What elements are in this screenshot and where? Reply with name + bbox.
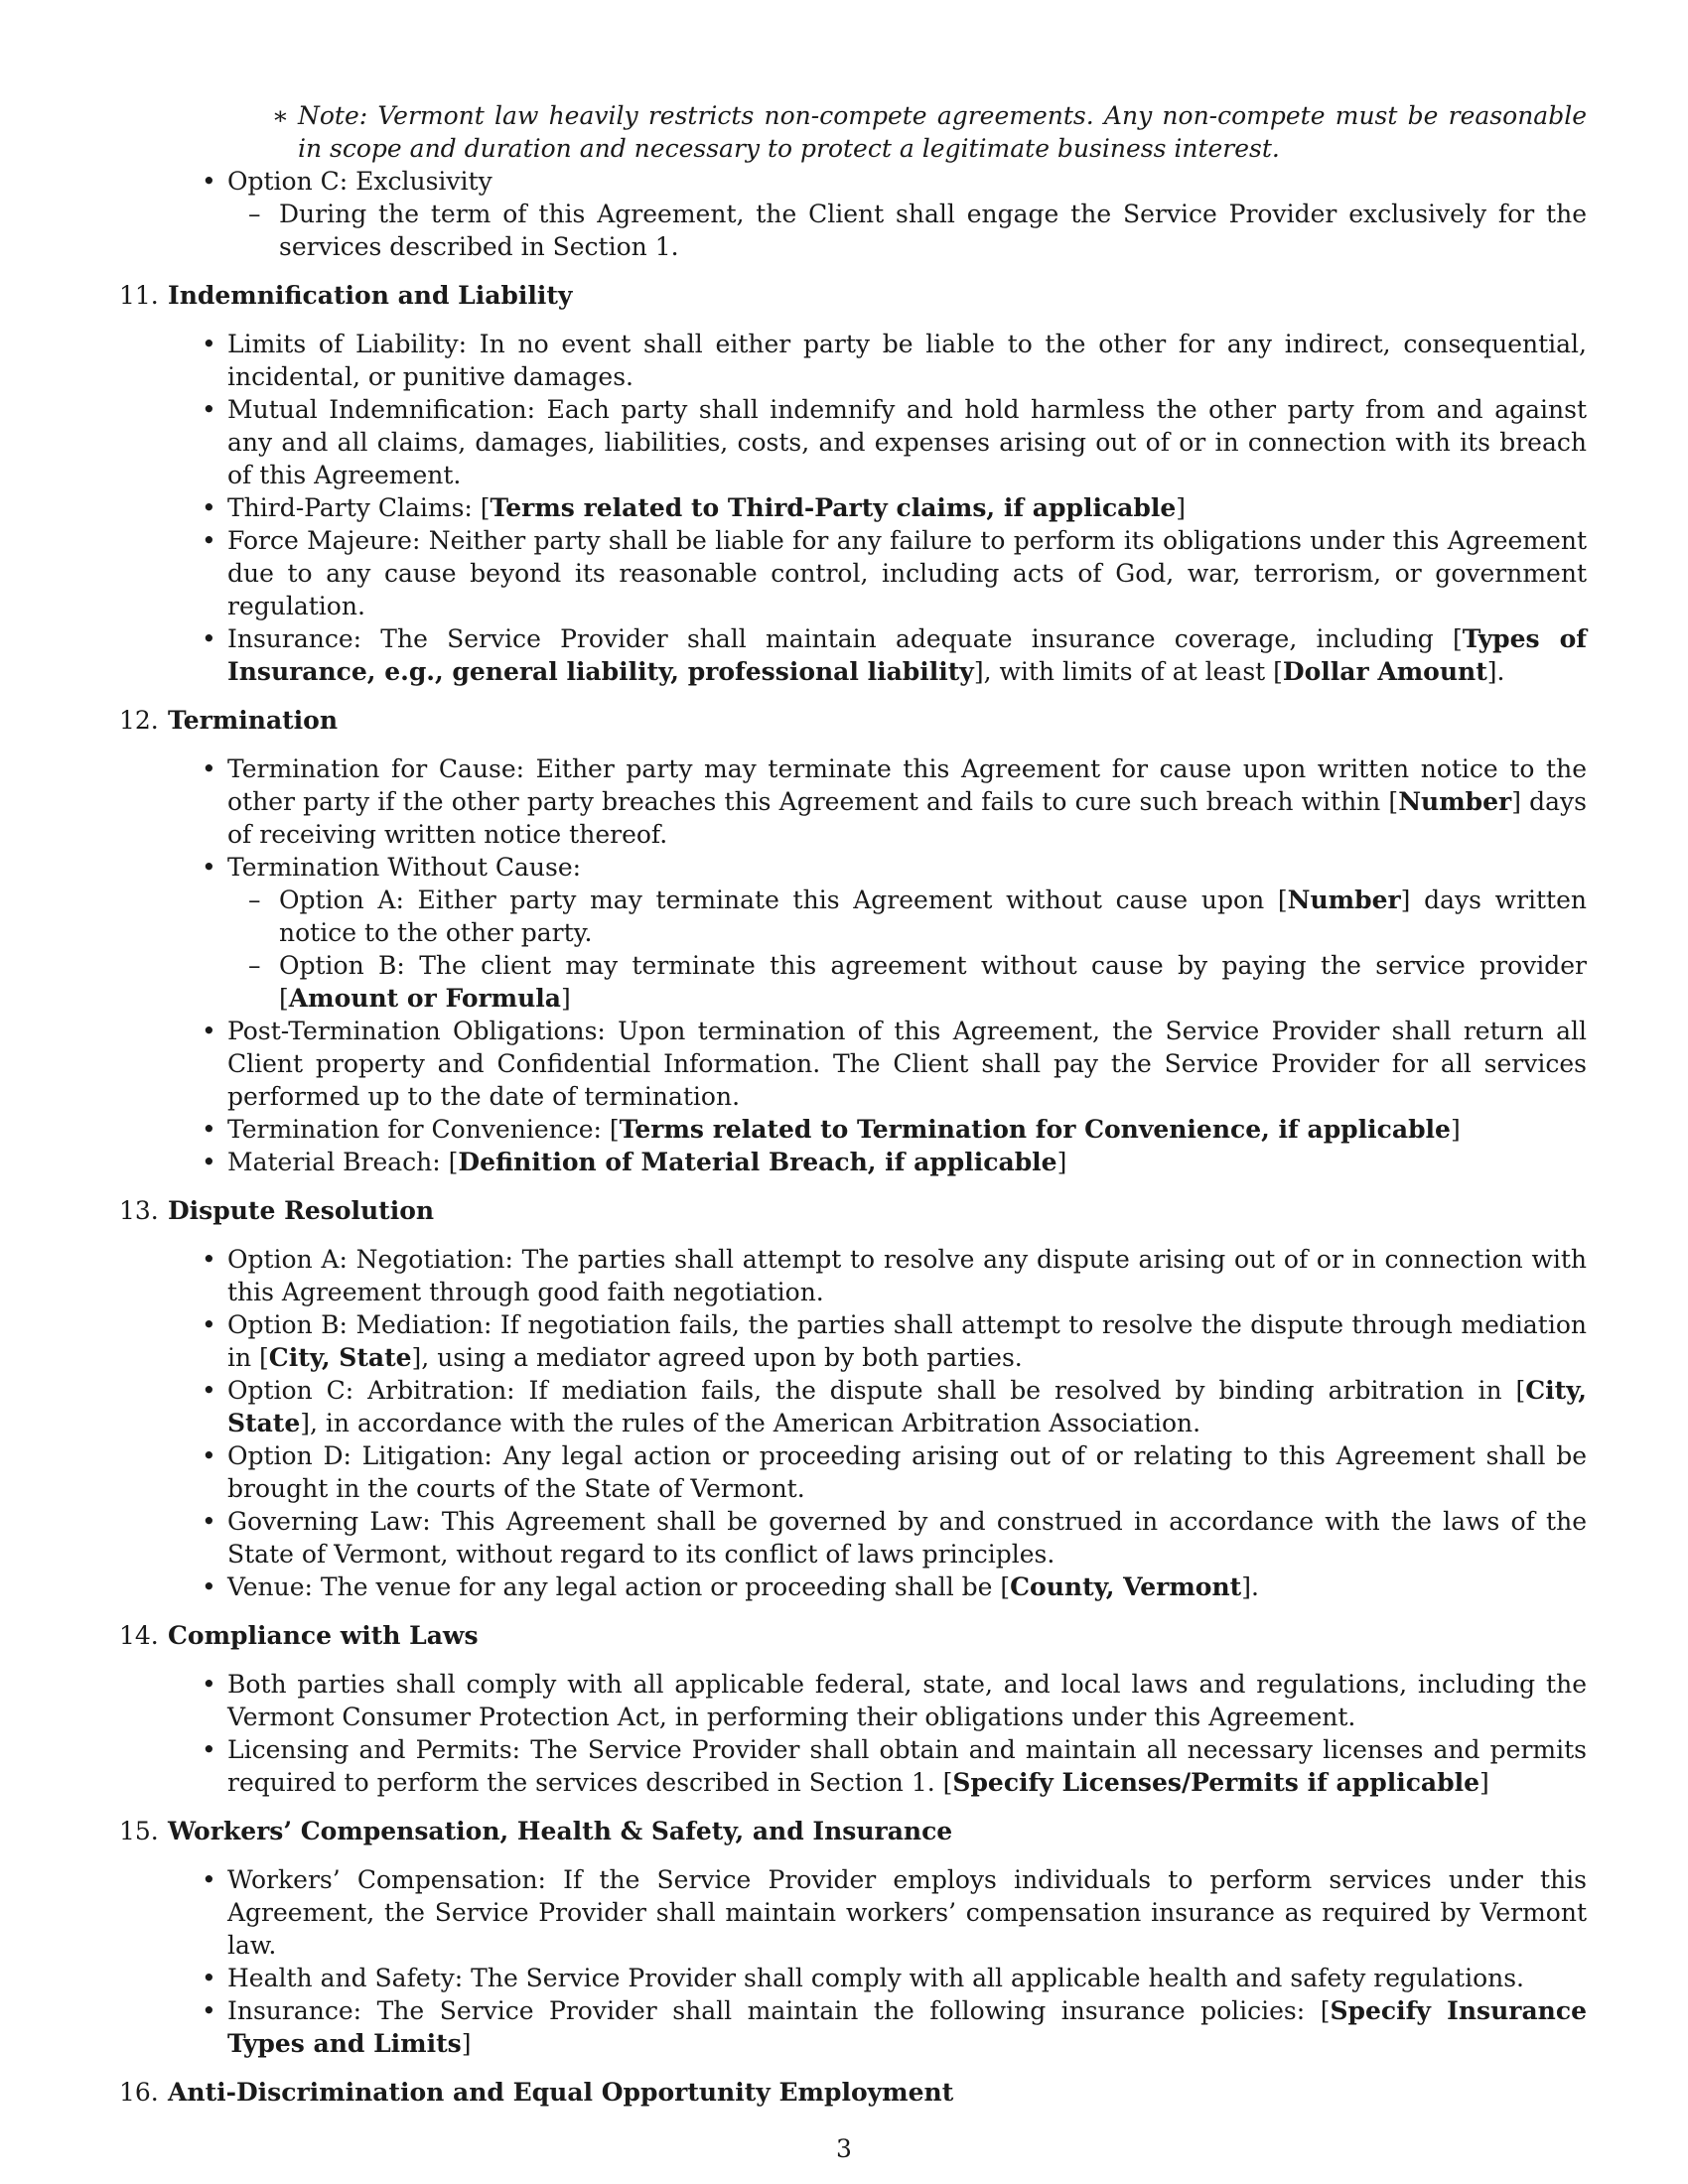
section-number: 13. — [119, 1196, 159, 1225]
bullet-icon: • — [202, 1115, 216, 1144]
section-title: Workers’ Compensation, Health & Safety, and Insurance — [168, 1817, 953, 1845]
text: Both parties shall comply with all applicable federal, state, and local laws and regulations, including the Vermont Consumer Protection Act, in performing their obligations under this Agreement. — [227, 1670, 1587, 1731]
bullet-icon: • — [202, 1670, 216, 1699]
text: ] — [1450, 1115, 1461, 1144]
placeholder-field: Types of Insurance, e.g., general liability, professional liability — [227, 624, 1588, 686]
section-title: Dispute Resolution — [168, 1196, 435, 1225]
note-text: Note: Vermont law heavily restricts non-compete agreements. Any non-compete must be reasonable in scope and duration and necessary to protect a legitimate business interest. — [298, 101, 1587, 163]
bullet-icon: • — [202, 1017, 216, 1045]
bullet-icon: • — [202, 1507, 216, 1536]
list-item — [202, 1243, 1587, 1308]
post-termination: Post-Termination Obligations: Upon termination of this Agreement, the Service Provider shall return all Client property and Confidential Information. The Client shall pay the Service Provider for all services performed up to the date of termination. — [227, 1017, 1587, 1111]
bullet-icon: • — [202, 167, 216, 196]
section-title: Termination — [168, 706, 339, 735]
bullet-icon: • — [202, 853, 216, 882]
list-item — [202, 622, 1588, 688]
asterisk-bullet-icon: ∗ — [272, 101, 289, 130]
section-heading-14 — [0, 1619, 1688, 1652]
bullet-icon: • — [202, 1441, 216, 1470]
placeholder-field: Terms related to Third-Party claims, if applicable — [490, 493, 1177, 522]
list-item — [202, 1570, 1587, 1603]
section-title: Anti-Discrimination and Equal Opportunity Employment — [168, 2078, 954, 2107]
text: Option B: The client may terminate this agreement without cause by paying the service provider [ — [279, 951, 1587, 1013]
bullet-icon: • — [202, 1148, 216, 1176]
limits-of-liability: Limits of Liability: In no event shall either party be liable to the other for any indirect, consequential, incidental, or punitive damages. — [227, 330, 1587, 391]
section-heading-16 — [0, 2076, 1688, 2109]
placeholder-field: Number — [1287, 886, 1401, 914]
text: Material Breach: [ — [227, 1148, 459, 1176]
list-item — [202, 1962, 1587, 1994]
bullet-icon: • — [202, 493, 216, 522]
text: Option B: Mediation: If negotiation fails, the parties shall attempt to resolve the dispute through mediation in [ — [227, 1310, 1587, 1372]
text: Option D: Litigation: Any legal action or proceeding arising out of or relating to this Agreement shall be brought in the courts of the State of Vermont. — [227, 1441, 1587, 1503]
text: Option A: Either party may terminate this Agreement without cause upon [ — [279, 886, 1288, 914]
placeholder-field: Definition of Material Breach, if applicable — [458, 1148, 1057, 1176]
list-item — [202, 1113, 1587, 1146]
bullet-icon: • — [202, 1735, 216, 1764]
text: ]. — [1241, 1572, 1259, 1601]
list-item — [202, 1439, 1587, 1505]
placeholder-field: Amount or Formula — [288, 984, 561, 1013]
option-c-list — [0, 165, 1688, 263]
section-number: 14. — [119, 1621, 159, 1650]
text: Option A: Negotiation: The parties shall attempt to resolve any dispute arising out of or in connection with this Agreement through good faith negotiation. — [227, 1245, 1587, 1306]
list-item — [202, 1015, 1587, 1113]
list-item — [202, 1733, 1587, 1799]
text: Option C: Arbitration: If mediation fails, the dispute shall be resolved by binding arbitration in [ — [227, 1376, 1526, 1405]
bullet-icon: • — [202, 1865, 216, 1894]
list-item — [202, 1668, 1587, 1733]
text: Workers’ Compensation: If the Service Provider employs individuals to perform services under this Agreement, the Service Provider shall maintain workers’ compensation insurance as required by Vermont law. — [227, 1865, 1587, 1960]
text: Insurance: The Service Provider shall maintain the following insurance policies: [ — [227, 1996, 1331, 2025]
bullet-icon: • — [202, 395, 216, 424]
section-number: 11. — [119, 281, 159, 310]
section-heading-11 — [0, 279, 1688, 312]
list-item — [248, 949, 1587, 1015]
text: Venue: The venue for any legal action or proceeding shall be [ — [227, 1572, 1011, 1601]
placeholder-field: City, State — [227, 1376, 1587, 1437]
bullet-icon: • — [202, 1245, 216, 1274]
text: Licensing and Permits: The Service Provider shall obtain and maintain all necessary licenses and permits required to perform the services described in Section 1. [ — [227, 1735, 1587, 1797]
dash-icon: – — [248, 200, 261, 228]
section-heading-12 — [0, 704, 1688, 737]
section-title: Indemnification and Liability — [168, 281, 573, 310]
list-item — [202, 1994, 1587, 2060]
list-item — [202, 1308, 1587, 1374]
text: ] — [1056, 1148, 1067, 1176]
bullet-icon: • — [202, 754, 216, 783]
force-majeure: Force Majeure: Neither party shall be liable for any failure to perform its obligations under this Agreement due to any cause beyond its reasonable control, including acts of God, war, terrorism, or government regulation. — [227, 526, 1587, 620]
list-item — [202, 1146, 1587, 1178]
bullet-icon: • — [202, 526, 216, 555]
text: Governing Law: This Agreement shall be governed by and construed in accordance with the laws of the State of Vermont, without regard to its conflict of laws principles. — [227, 1507, 1587, 1569]
section-heading-13 — [0, 1194, 1688, 1227]
text: ] — [461, 2029, 472, 2058]
option-c-label: Option C: Exclusivity — [227, 167, 492, 196]
text: Third-Party Claims: [ — [227, 493, 491, 522]
placeholder-field: City, State — [268, 1343, 412, 1372]
section-title: Compliance with Laws — [168, 1621, 479, 1650]
section-heading-15 — [0, 1815, 1688, 1847]
text: Termination for Convenience: [ — [227, 1115, 620, 1144]
list-item — [202, 752, 1587, 851]
bullet-icon: • — [202, 1310, 216, 1339]
list-item — [202, 1505, 1587, 1570]
section-15-list — [0, 1863, 1688, 2060]
list-item — [202, 165, 1587, 263]
section-12-list — [0, 752, 1688, 1178]
text: ] — [561, 984, 571, 1013]
list-item — [248, 198, 1587, 263]
text: ], in accordance with the rules of the American Arbitration Association. — [300, 1409, 1201, 1437]
text: ], with limits of at least [ — [973, 657, 1283, 686]
bullet-icon: • — [202, 1964, 216, 1992]
bullet-icon: • — [202, 1996, 216, 2025]
bullet-icon: • — [202, 1376, 216, 1405]
bullet-icon: • — [202, 1572, 216, 1601]
text: Health and Safety: The Service Provider shall comply with all applicable health and safety regulations. — [227, 1964, 1525, 1992]
list-item — [202, 1863, 1587, 1962]
non-compete-note — [272, 99, 1587, 165]
text: ] — [1479, 1768, 1489, 1797]
text: ]. — [1486, 657, 1505, 686]
text: ], using a mediator agreed upon by both parties. — [411, 1343, 1023, 1372]
page-content — [0, 99, 1688, 2124]
section-14-list — [0, 1668, 1688, 1799]
placeholder-field: Specify Licenses/Permits if applicable — [952, 1768, 1479, 1797]
placeholder-field: Terms related to Termination for Convenience, if applicable — [619, 1115, 1451, 1144]
list-item — [248, 884, 1588, 949]
bullet-icon: • — [202, 330, 216, 358]
list-item — [202, 1374, 1587, 1439]
text: ] — [1176, 493, 1187, 522]
list-item — [202, 491, 1587, 524]
dash-icon: – — [248, 951, 261, 980]
placeholder-field: Dollar Amount — [1282, 657, 1487, 686]
placeholder-field: Specify Insurance Types and Limits — [227, 1996, 1587, 2058]
bullet-icon: • — [202, 624, 216, 653]
list-item — [202, 393, 1587, 491]
list-item — [202, 524, 1587, 622]
text: Termination for Cause: Either party may terminate this Agreement for cause upon written notice to the other party if the other party breaches this Agreement and fails to cure such breach within [ — [227, 754, 1587, 816]
text: ] days written notice to the other party. — [279, 886, 1588, 947]
section-number: 16. — [119, 2078, 159, 2107]
text: Termination Without Cause: — [227, 853, 582, 882]
placeholder-field: County, Vermont — [1010, 1572, 1242, 1601]
list-item — [202, 328, 1587, 393]
text: Insurance: The Service Provider shall maintain adequate insurance coverage, including [ — [227, 624, 1463, 653]
list-item — [202, 851, 1588, 1015]
placeholder-field: Number — [1398, 787, 1512, 816]
mutual-indemnification: Mutual Indemnification: Each party shall indemnify and hold harmless the other party from and against any and all claims, damages, liabilities, costs, and expenses arising out of or in connection with its breach of this Agreement. — [227, 395, 1587, 489]
section-13-list — [0, 1243, 1688, 1603]
page-number: 3 — [836, 2134, 852, 2163]
section-number: 15. — [119, 1817, 159, 1845]
section-11-list — [0, 328, 1688, 688]
dash-icon: – — [248, 886, 261, 914]
option-c-text: During the term of this Agreement, the Client shall engage the Service Provider exclusively for the services described in Section 1. — [279, 200, 1587, 261]
text: ] days of receiving written notice thereof. — [227, 787, 1587, 849]
section-number: 12. — [119, 706, 159, 735]
